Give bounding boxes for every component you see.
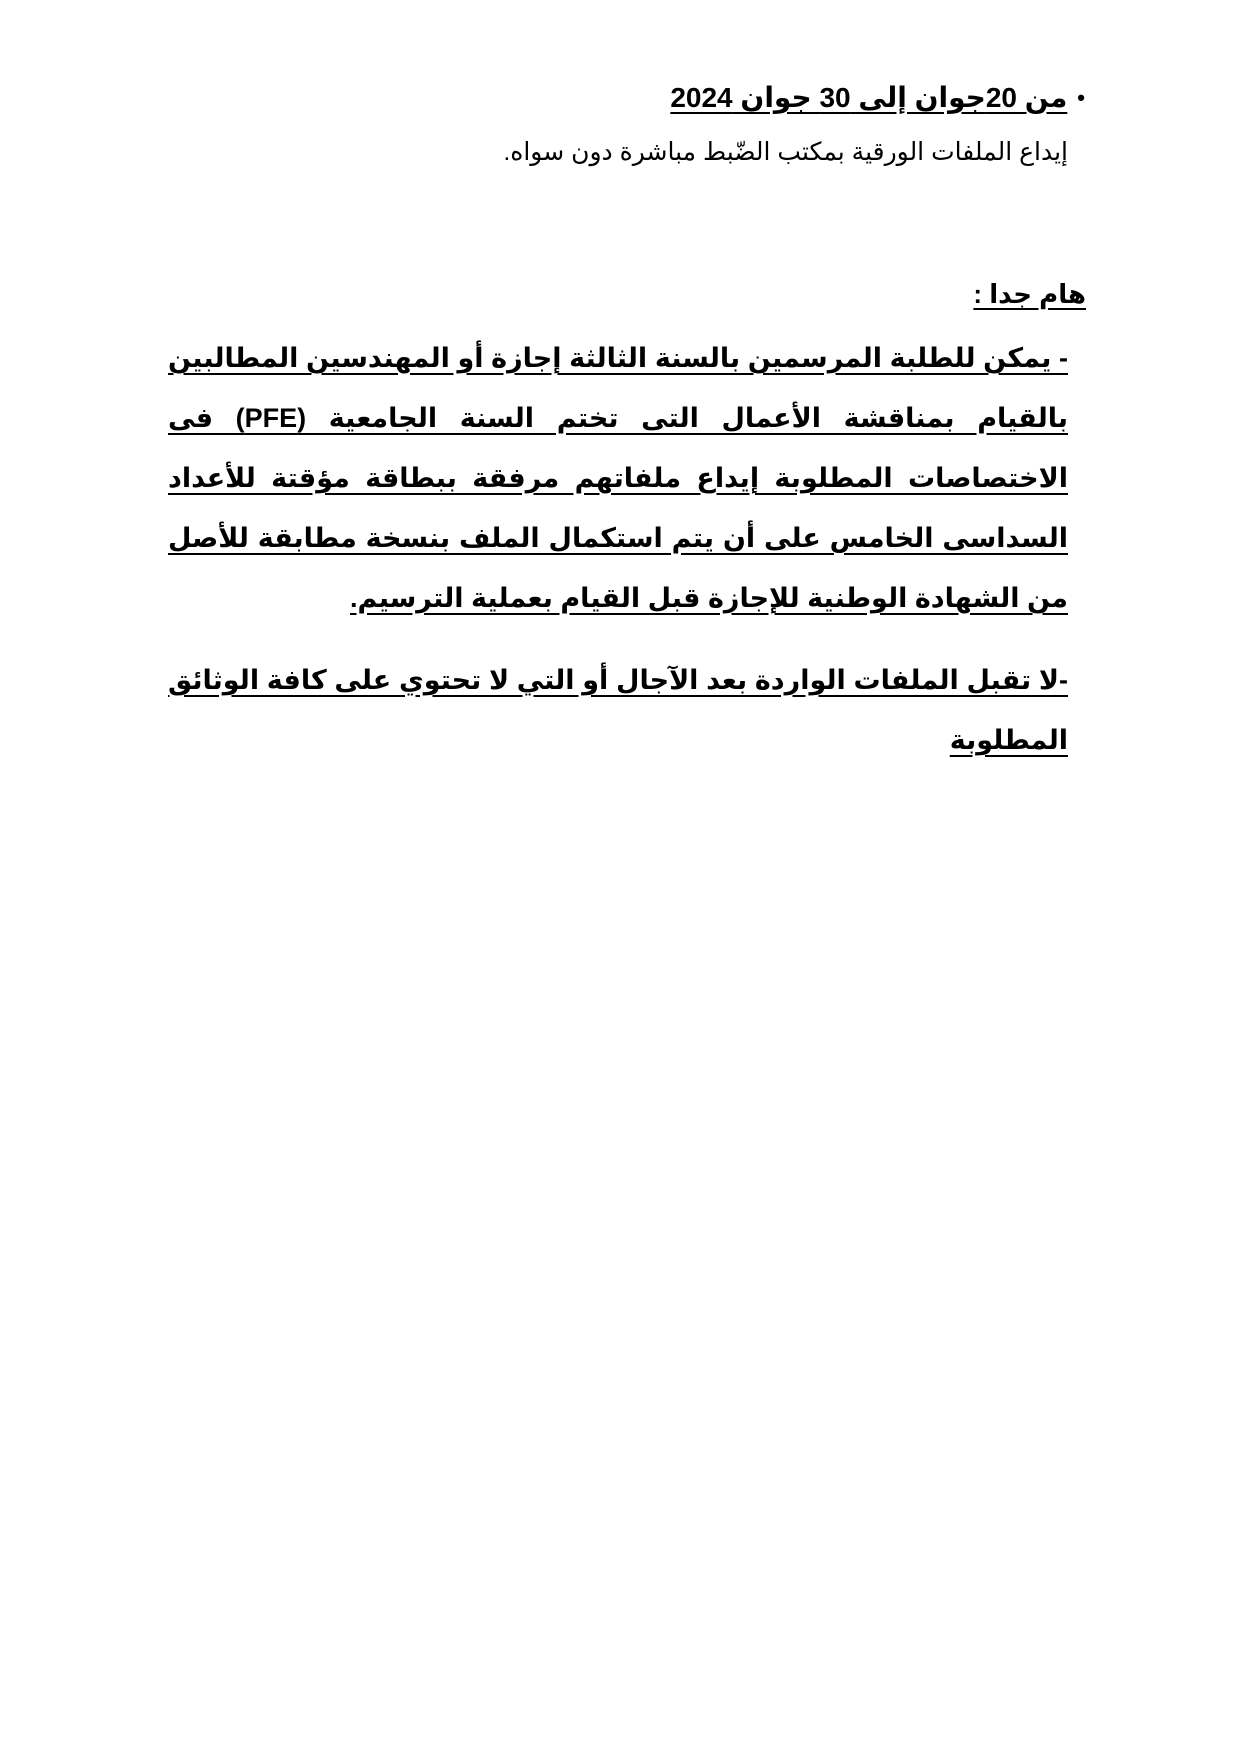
date-range-heading (385, 78, 1085, 118)
students-eligibility-paragraph: - يمكن للطلبة المرسمين بالسنة الثالثة إجازة أو المهندسين المطالبين بالقيام بمناقشة الأعمال التى تختم السنة الجامعية (PFE) فى الاختصاصات المطلوبة إيداع ملفاتهم مرفقة ببطاقة مؤقتة للأعداد السداسى الخامس على أن يتم استكمال الملف بنسخة مطابقة للأصل من الشهادة الوطنية للإجازة قبل القيام بعملية الترسيم. (168, 343, 1068, 613)
bullet-icon: • (1077, 85, 1085, 110)
important-heading: هام جدا : (973, 279, 1086, 309)
deposit-instruction: إيداع الملفات الورقية بمكتب الضّبط مباشرة دون سواه. (503, 138, 1068, 166)
late-files-notice-paragraph: -لا تقبل الملفات الواردة بعد الآجال أو التي لا تحتوي على كافة الوثائق المطلوبة (168, 665, 1068, 755)
date-range-text: من 20جوان إلى 30 جوان 2024 (670, 82, 1068, 113)
